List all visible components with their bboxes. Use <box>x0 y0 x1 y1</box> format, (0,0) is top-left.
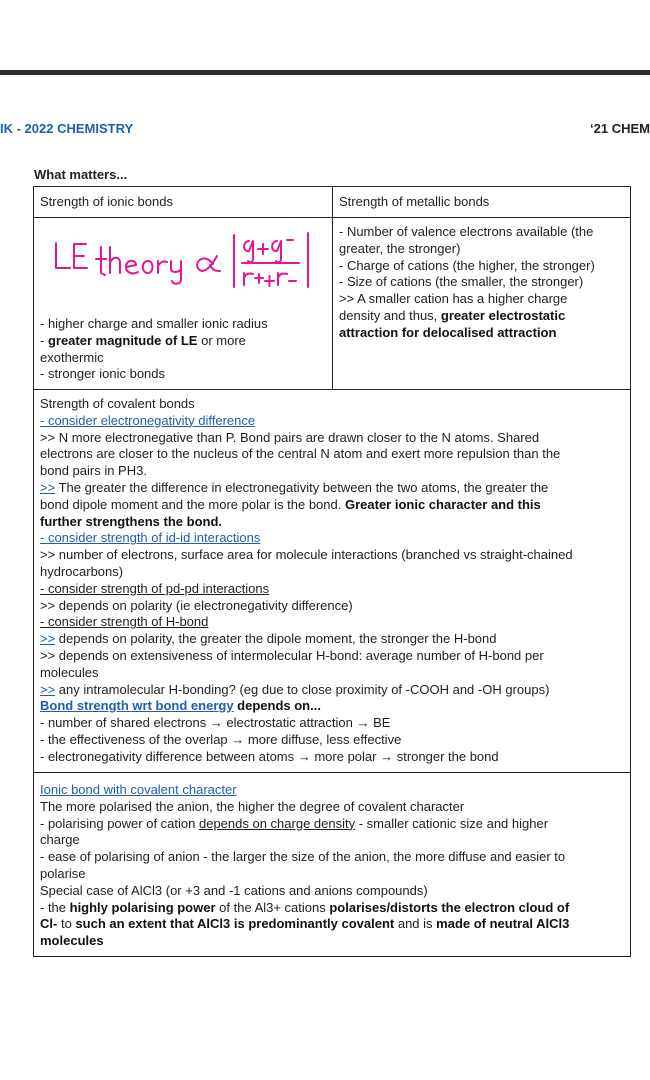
row-divider-2 <box>34 772 630 773</box>
covalent-line: Bond strength wrt bond energy depends on... <box>40 698 321 714</box>
bond-energy-link[interactable]: Bond strength wrt bond energy <box>40 698 234 714</box>
handwritten-le-formula <box>40 225 310 300</box>
ionic-line: - greater magnitude of LE or more <box>40 332 246 348</box>
covalent-line: molecules <box>40 664 99 680</box>
ionic-covalent-line: charge <box>40 832 80 848</box>
ionic-covalent-line: molecules <box>40 933 104 949</box>
covalent-line: bond pairs in PH3. <box>40 463 147 479</box>
covalent-line: - number of shared electrons → electrostatic attraction → BE <box>40 715 391 731</box>
ionic-line: - higher charge and smaller ionic radius <box>40 316 268 331</box>
metallic-line: - Size of cations (the smaller, the stronger) <box>339 274 584 290</box>
header-title-left: IK - 2022 CHEMISTRY <box>0 121 134 136</box>
metallic-line: - Number of valence electrons available (the <box>339 224 594 239</box>
top-rule <box>0 70 650 75</box>
ionic-covalent-line: Special case of AlCl3 (or +3 and -1 cations and anions compounds) <box>40 882 428 898</box>
notes-table <box>33 186 631 957</box>
covalent-line: >> number of electrons, surface area for molecule interactions (branched vs straight-chained <box>40 547 573 563</box>
metallic-line: density and thus, greater electrostatic <box>339 307 566 323</box>
covalent-subheading-h-bond: - consider strength of H-bond <box>40 614 209 630</box>
header-row-divider <box>34 217 630 218</box>
covalent-line: hydrocarbons) <box>40 563 124 579</box>
covalent-line: electrons are closer to the nucleus of the central N atom and exert more repulsion than the <box>40 446 561 462</box>
ionic-covalent-line: - polarising power of cation depends on charge density - smaller cationic size and higher <box>40 815 549 831</box>
ionic-line: - stronger ionic bonds <box>40 366 166 382</box>
ionic-covalent-line: polarise <box>40 865 86 881</box>
ionic-heading: Strength of ionic bonds <box>40 194 173 209</box>
covalent-subheading-pd-pd: - consider strength of pd-pd interactions <box>40 580 270 596</box>
covalent-notes <box>40 396 628 766</box>
ionic-line: exothermic <box>40 349 104 365</box>
covalent-line: >> depends on polarity (ie electronegativity difference) <box>40 597 353 613</box>
covalent-line: >> any intramolecular H-bonding? (eg due to close proximity of -COOH and -OH groups) <box>40 681 550 697</box>
covalent-link-arrow[interactable]: >> <box>40 479 56 495</box>
ionic-covalent-heading[interactable]: Ionic bond with covalent character <box>40 782 237 797</box>
covalent-line: >> The greater the difference in electronegativity between the two atoms, the greater the <box>40 479 549 495</box>
covalent-line: - electronegativity difference between atoms → more polar → stronger the bond <box>40 748 499 764</box>
ionic-covalent-notes <box>40 782 628 950</box>
covalent-link-arrow[interactable]: >> <box>40 631 56 647</box>
ionic-covalent-line: The more polarised the anion, the higher the degree of covalent character <box>40 798 465 814</box>
covalent-heading: Strength of covalent bonds <box>40 396 195 411</box>
covalent-line: >> depends on extensiveness of intermolecular H-bond: average number of H-bond per <box>40 647 544 663</box>
metallic-line: - Charge of cations (the higher, the stronger) <box>339 257 595 273</box>
metallic-line: greater, the stronger) <box>339 240 461 256</box>
covalent-subheading-id-id[interactable]: - consider strength of id-id interactions <box>40 530 261 546</box>
covalent-line: >> N more electronegative than P. Bond pairs are drawn closer to the N atoms. Shared <box>40 429 540 445</box>
covalent-link-arrow[interactable]: >> <box>40 681 56 697</box>
section-title: What matters... <box>34 167 128 182</box>
row-divider-1 <box>34 389 630 390</box>
metallic-line: attraction for delocalised attraction <box>339 324 557 340</box>
covalent-line: - the effectiveness of the overlap → more diffuse, less effective <box>40 731 402 747</box>
ionic-covalent-line: - the highly polarising power of the Al3+ cations polarises/distorts the electron cloud of <box>40 899 570 915</box>
metallic-heading: Strength of metallic bonds <box>339 194 490 209</box>
covalent-line: bond dipole moment and the more polar is the bond. Greater ionic character and this <box>40 496 541 512</box>
ionic-notes <box>40 316 328 383</box>
ionic-covalent-line: Cl- to such an extent that AlCl3 is predominantly covalent and is made of neutral AlCl3 <box>40 916 570 932</box>
covalent-line: further strengthens the bond. <box>40 513 222 529</box>
covalent-subheading-electronegativity[interactable]: - consider electronegativity difference <box>40 412 256 428</box>
covalent-line: >> depends on polarity, the greater the dipole moment, the stronger the H-bond <box>40 631 497 647</box>
header-title-right: ‘21 CHEM <box>590 121 650 136</box>
metallic-line: >> A smaller cation has a higher charge <box>339 291 568 307</box>
metallic-notes <box>339 224 627 342</box>
ionic-covalent-line: - ease of polarising of anion - the larger the size of the anion, the more diffuse and easier to <box>40 849 566 865</box>
